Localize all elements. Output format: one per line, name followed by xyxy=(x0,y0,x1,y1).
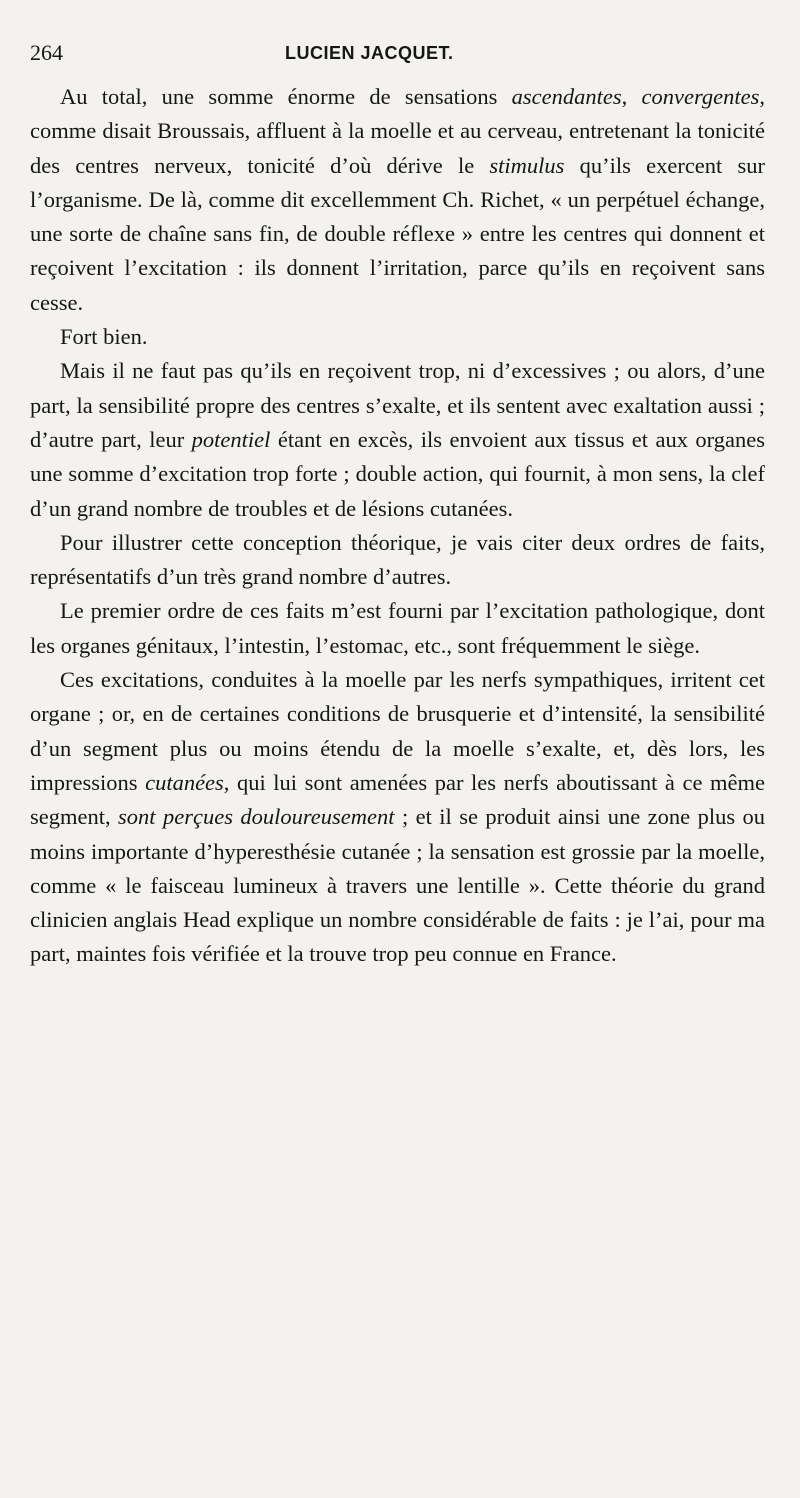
text-segment: Au total, une somme énorme de sensations xyxy=(60,84,512,109)
italic-text: ascendantes xyxy=(511,84,622,109)
text-segment: , comme disait Broussais, affluent à la moelle et au cerveau, entretenant la tonicité des centres nerveux, tonicité d’où dérive le xyxy=(30,84,766,178)
paragraph-5 xyxy=(30,594,765,663)
paragraph-2 xyxy=(30,320,765,354)
paragraph-4 xyxy=(30,526,765,595)
running-head: LUCIEN JACQUET. xyxy=(285,43,454,63)
page-number: 264 xyxy=(30,40,63,65)
italic-text: stimulus xyxy=(489,152,565,178)
paragraph-1 xyxy=(30,80,765,320)
body-text xyxy=(30,80,765,972)
paragraph-3 xyxy=(30,354,765,525)
text-segment: étant en excès, ils envoient aux tissus et aux organes une somme d’excitation trop forte ; double action, qui fournit, à mon sens, la clef d’un grand nombre de troubles et de lésions cutanées. xyxy=(30,426,765,521)
text-segment: , xyxy=(621,84,642,109)
text-segment: , qui lui sont amenées par les nerfs aboutissant à ce même segment, xyxy=(30,769,765,830)
text-segment: Fort bien. xyxy=(60,324,148,350)
text-segment: Pour illustrer cette conception théorique, je vais citer deux ordres de faits, représentatifs d’un très grand nombre d’autres. xyxy=(30,529,765,590)
text-segment: Ces excitations, conduites à la moelle par les nerfs sympathiques, irritent cet organe ; or, en de certaines conditions de brusquerie et d’intensité, la sensibilité d’un segment plus ou moins étendu de la moelle s’exalte, et, dès lors, les impressions xyxy=(30,667,765,795)
paragraph-6 xyxy=(30,663,765,972)
text-segment: Le premier ordre de ces faits m’est fourni par l’excitation pathologique, dont les organes génitaux, l’intestin, l’estomac, etc., sont fréquemment le siège. xyxy=(30,598,765,658)
italic-text: convergentes xyxy=(641,84,760,109)
italic-text: cutanées xyxy=(145,769,224,795)
text-segment: Mais il ne faut pas qu’ils en reçoivent trop, ni d’excessives ; ou alors, d’une part, la sensibilité propre des centres s’exalte, et ils sentent avec exaltation aussi ; d’autre part, leur xyxy=(30,358,765,452)
text-segment: ; et il se produit ainsi une zone plus ou moins importante d’hyperesthésie cutanée ; la sensation est grossie par la moelle, comme « le faisceau lumineux à travers une lentille ». Cette théorie du grand clinicien anglais Head explique un nombre considérable de faits : je l’ai, pour ma part, maintes fois vérifiée et la trouve trop peu connue en France. xyxy=(30,804,766,967)
italic-text: sont perçues douloureusement xyxy=(118,804,395,830)
italic-text: potentiel xyxy=(191,426,271,452)
text-segment: qu’ils exercent sur l’organisme. De là, comme dit excellemment Ch. Richet, « un perpétuel échange, une sorte de chaîne sans fin, de double réflexe » entre les centres qui donnent et reçoivent l’excitation : ils donnent l’irritation, parce qu’ils en reçoivent sans cesse. xyxy=(30,152,765,315)
page-header xyxy=(30,40,770,74)
